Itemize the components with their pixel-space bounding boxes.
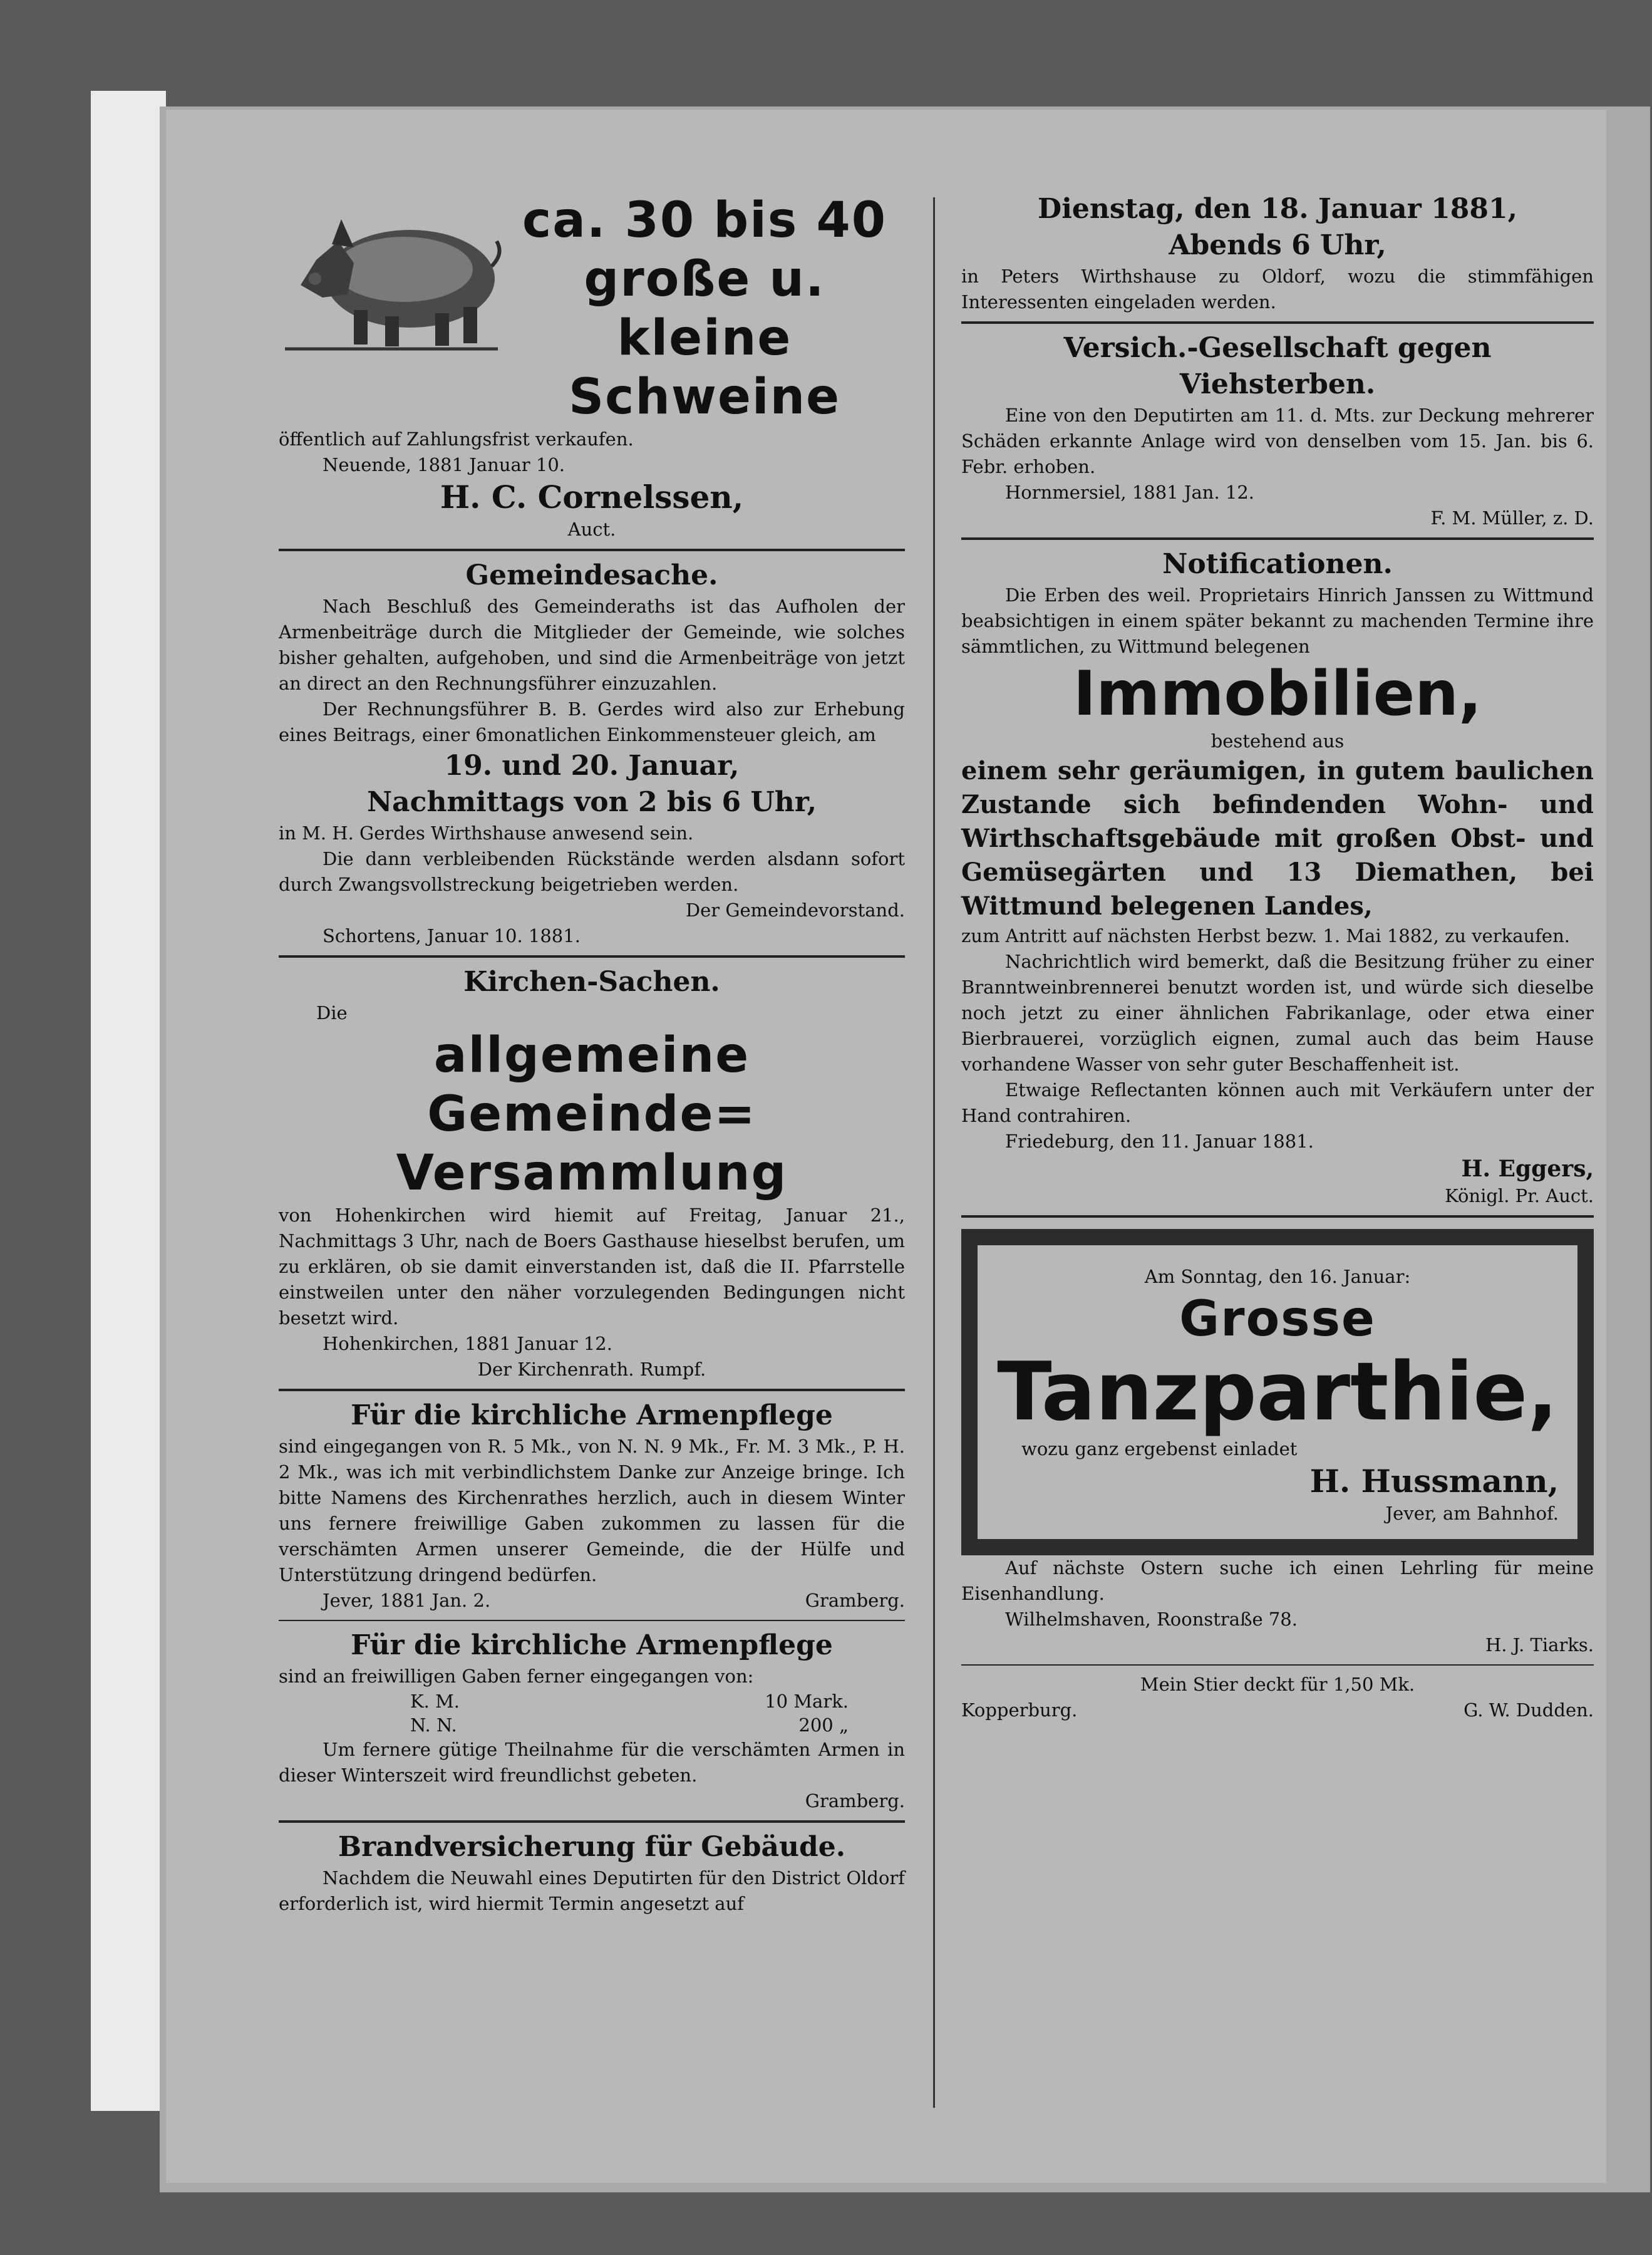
kirchen-headline-2: Versammlung <box>396 1145 788 1201</box>
kirchen-title: Kirchen-Sachen. <box>463 966 720 998</box>
newspaper-page <box>166 110 1606 2183</box>
gemeinde-ad <box>279 557 905 949</box>
armen2-signer: Gramberg. <box>805 1790 905 1812</box>
armen-ad-1 <box>279 1397 905 1614</box>
gemeinde-signer: Der Gemeindevorstand. <box>685 899 905 921</box>
notif-big: einem sehr geräumigen, in gutem baulichen Zustande sich befindenden Wohn- und Wirthschaftsgebäude mit großen Obst- und Gemüsegärten und 13 Diemathen, bei Wittmund belegenen Landes, <box>961 756 1594 921</box>
tanzparthie-ad <box>961 1229 1594 1555</box>
divider-rule <box>961 1664 1594 1666</box>
lehrling-address: Wilhelmshaven, Roonstraße 78. <box>1005 1609 1298 1630</box>
brand-title: Brandversicherung für Gebäude. <box>338 1831 846 1863</box>
tanz-address: Jever, am Bahnhof. <box>1385 1503 1559 1524</box>
kirchen-signer: Der Kirchenrath. Rumpf. <box>477 1359 706 1380</box>
notif-headline: Immobilien, <box>1073 658 1482 730</box>
notif-title: Notificationen. <box>1162 548 1393 580</box>
viehsterben-ad <box>961 330 1594 531</box>
column-divider <box>933 197 935 2108</box>
tanz-date: Am Sonntag, den 16. Januar: <box>1144 1266 1411 1287</box>
donation-name: N. N. <box>410 1714 457 1736</box>
notif-p1: Die Erben des weil. Proprietairs Hinrich Janssen zu Wittmund beabsichtigen in einem später bekannt zu machenden Termine ihre sämmtlichen, zu Wittmund belegenen <box>961 584 1594 657</box>
stier-signer: G. W. Dudden. <box>1464 1699 1594 1721</box>
viehsterben-title: Versich.-Gesellschaft gegen Viehsterben. <box>1063 332 1492 400</box>
divider-rule <box>279 1389 905 1391</box>
pig-illustration-icon <box>279 191 504 360</box>
termin-line1: Dienstag, den 18. Januar 1881, <box>1038 193 1517 225</box>
donation-amount: 10 Mark. <box>765 1691 849 1712</box>
armen1-signer: Gramberg. <box>805 1590 905 1611</box>
pig-headline-3: Schweine <box>568 369 841 425</box>
stier-place: Kopperburg. <box>961 1699 1078 1721</box>
viehsterben-signer: F. M. Müller, z. D. <box>1430 507 1594 529</box>
pig-body: öffentlich auf Zahlungsfrist verkaufen. <box>279 428 634 450</box>
pig-place-date: Neuende, 1881 Januar 10. <box>323 454 565 475</box>
armen2-body: Um fernere gütige Theilnahme für die verschämten Armen in dieser Winterszeit wird freundlichst gebeten. <box>279 1739 905 1786</box>
kirchen-body: von Hohenkirchen wird hiemit auf Freitag, Januar 21., Nachmittags 3 Uhr, nach de Boers Gasthause hieselbst berufen, um zu erklären, ob sie damit einverstanden ist, daß die II. Pfarrstelle einstweilen unter den näher vorzulegenden Bedingungen nicht besetzt wird. <box>279 1205 905 1329</box>
kirchen-ad <box>279 964 905 1382</box>
viehsterben-place-date: Hornmersiel, 1881 Jan. 12. <box>1005 482 1255 503</box>
left-column <box>279 191 905 1917</box>
lehrling-ad <box>961 1555 1594 1658</box>
gemeinde-title: Gemeindesache. <box>465 559 718 591</box>
donation-amount: 200 „ <box>798 1714 849 1736</box>
pig-headline-1: ca. 30 bis 40 <box>522 192 887 249</box>
notif-p3: Nachrichtlich wird bemerkt, daß die Besitzung früher zu einer Branntweinbrennerei benutzt worden ist, und würde sich dieselbe noch jetzt zu einer ähnlichen Fabrikanlage, oder etwa einer Bierbrauerei, vorzüglich eignen, zumal auch das beim Hause vorhandene Wasser von sehr guter Beschaffenheit ist. <box>961 951 1594 1075</box>
pig-signer-title: Auct. <box>567 519 616 540</box>
divider-rule <box>279 549 905 551</box>
divider-rule <box>961 321 1594 324</box>
donation-name: K. M. <box>410 1691 460 1712</box>
donation-row <box>279 1713 905 1737</box>
gemeinde-date1: 19. und 20. Januar, <box>444 750 740 782</box>
gemeinde-p2: Der Rechnungsführer B. B. Gerdes wird also zur Erhebung eines Beitrags, einer 6monatlichen Einkommensteuer gleich, am <box>279 698 905 745</box>
lehrling-body: Auf nächste Ostern suche ich einen Lehrling für meine Eisenhandlung. <box>961 1557 1594 1604</box>
pig-signer: H. C. Cornelssen, <box>440 479 744 516</box>
notif-place-date: Friedeburg, den 11. Januar 1881. <box>1005 1131 1314 1152</box>
notif-p2: zum Antritt auf nächsten Herbst bezw. 1. Mai 1882, zu verkaufen. <box>961 925 1570 946</box>
stier-body: Mein Stier deckt für 1,50 Mk. <box>1140 1674 1415 1695</box>
tanz-headline-2: Tanzparthie, <box>997 1345 1558 1439</box>
divider-rule <box>279 1820 905 1823</box>
viehsterben-body: Eine von den Deputirten am 11. d. Mts. zur Deckung mehrerer Schäden erkannte Anlage wird von denselben vom 15. Jan. bis 6. Febr. erhoben. <box>961 405 1594 477</box>
notif-p4: Etwaige Reflectanten können auch mit Verkäufern unter der Hand contrahiren. <box>961 1079 1594 1126</box>
gemeinde-place-date: Schortens, Januar 10. 1881. <box>323 925 581 946</box>
notification-ad <box>961 546 1594 1209</box>
armen1-title: Für die kirchliche Armenpflege <box>351 1399 833 1431</box>
kirchen-place-date: Hohenkirchen, 1881 Januar 12. <box>323 1333 612 1354</box>
armen1-body: sind eingegangen von R. 5 Mk., von N. N. 9 Mk., Fr. M. 3 Mk., P. H. 2 Mk., was ich mit verbindlichstem Danke zur Anzeige bringe. Ich bitte Namens des Kirchenrathes herzlich, auch in diesem Winter uns fernere freiwillige Gaben zukommen zu lassen für die verschämten Armen unserer Gemeinde, die der Hülfe und Unterstützung dringend bedürfen. <box>279 1436 905 1585</box>
tanz-invite: wozu ganz ergebenst einladet <box>1021 1438 1298 1459</box>
armen2-title: Für die kirchliche Armenpflege <box>351 1629 833 1661</box>
gemeinde-p3: in M. H. Gerdes Wirthshause anwesend sein. <box>279 822 694 844</box>
tanz-host: H. Hussmann, <box>1309 1463 1559 1500</box>
gemeinde-p4: Die dann verbleibenden Rückstände werden alsdann sofort durch Zwangsvollstreckung beigetrieben werden. <box>279 848 905 895</box>
armen1-place-date: Jever, 1881 Jan. 2. <box>323 1590 491 1611</box>
armen-ad-2 <box>279 1627 905 1814</box>
notif-signer: H. Eggers, <box>1461 1156 1594 1182</box>
divider-rule <box>961 1215 1594 1218</box>
gemeinde-p1: Nach Beschluß des Gemeinderaths ist das Aufholen der Armenbeiträge durch die Mitglieder der Gemeinde, wie solches bisher gehalten, aufgehoben, und sind die Armenbeiträge von jetzt an direct an den Rechnungsführer einzuzahlen. <box>279 596 905 694</box>
page-edge-white <box>91 91 166 2111</box>
stier-ad <box>961 1672 1594 1723</box>
divider-rule <box>961 537 1594 540</box>
brand-ad <box>279 1829 905 1917</box>
kirchen-headline-1: allgemeine Gemeinde= <box>427 1027 756 1143</box>
brand-body: Nachdem die Neuwahl eines Deputirten für den District Oldorf erforderlich ist, wird hiermit Termin angesetzt auf <box>279 1867 905 1914</box>
termin-body: in Peters Wirthshause zu Oldorf, wozu die stimmfähigen Interessenten eingeladen werden. <box>961 266 1594 313</box>
pig-headline-2: große u. kleine <box>584 251 825 366</box>
tanz-headline-1: Grosse <box>1179 1291 1376 1347</box>
termin-ad <box>961 191 1594 315</box>
notif-signer-title: Königl. Pr. Auct. <box>1445 1185 1594 1206</box>
pig-sale-ad <box>279 191 905 542</box>
kirchen-die: Die <box>316 1002 348 1024</box>
notif-sub: bestehend aus <box>1211 730 1345 752</box>
termin-line2: Abends 6 Uhr, <box>1169 229 1386 261</box>
lehrling-signer: H. J. Tiarks. <box>1485 1634 1594 1656</box>
right-column <box>961 191 1594 1723</box>
donation-row <box>279 1689 905 1713</box>
gemeinde-date2: Nachmittags von 2 bis 6 Uhr, <box>366 786 817 818</box>
armen2-intro: sind an freiwilligen Gaben ferner eingegangen von: <box>279 1666 754 1687</box>
divider-rule <box>279 955 905 958</box>
divider-rule <box>279 1620 905 1621</box>
